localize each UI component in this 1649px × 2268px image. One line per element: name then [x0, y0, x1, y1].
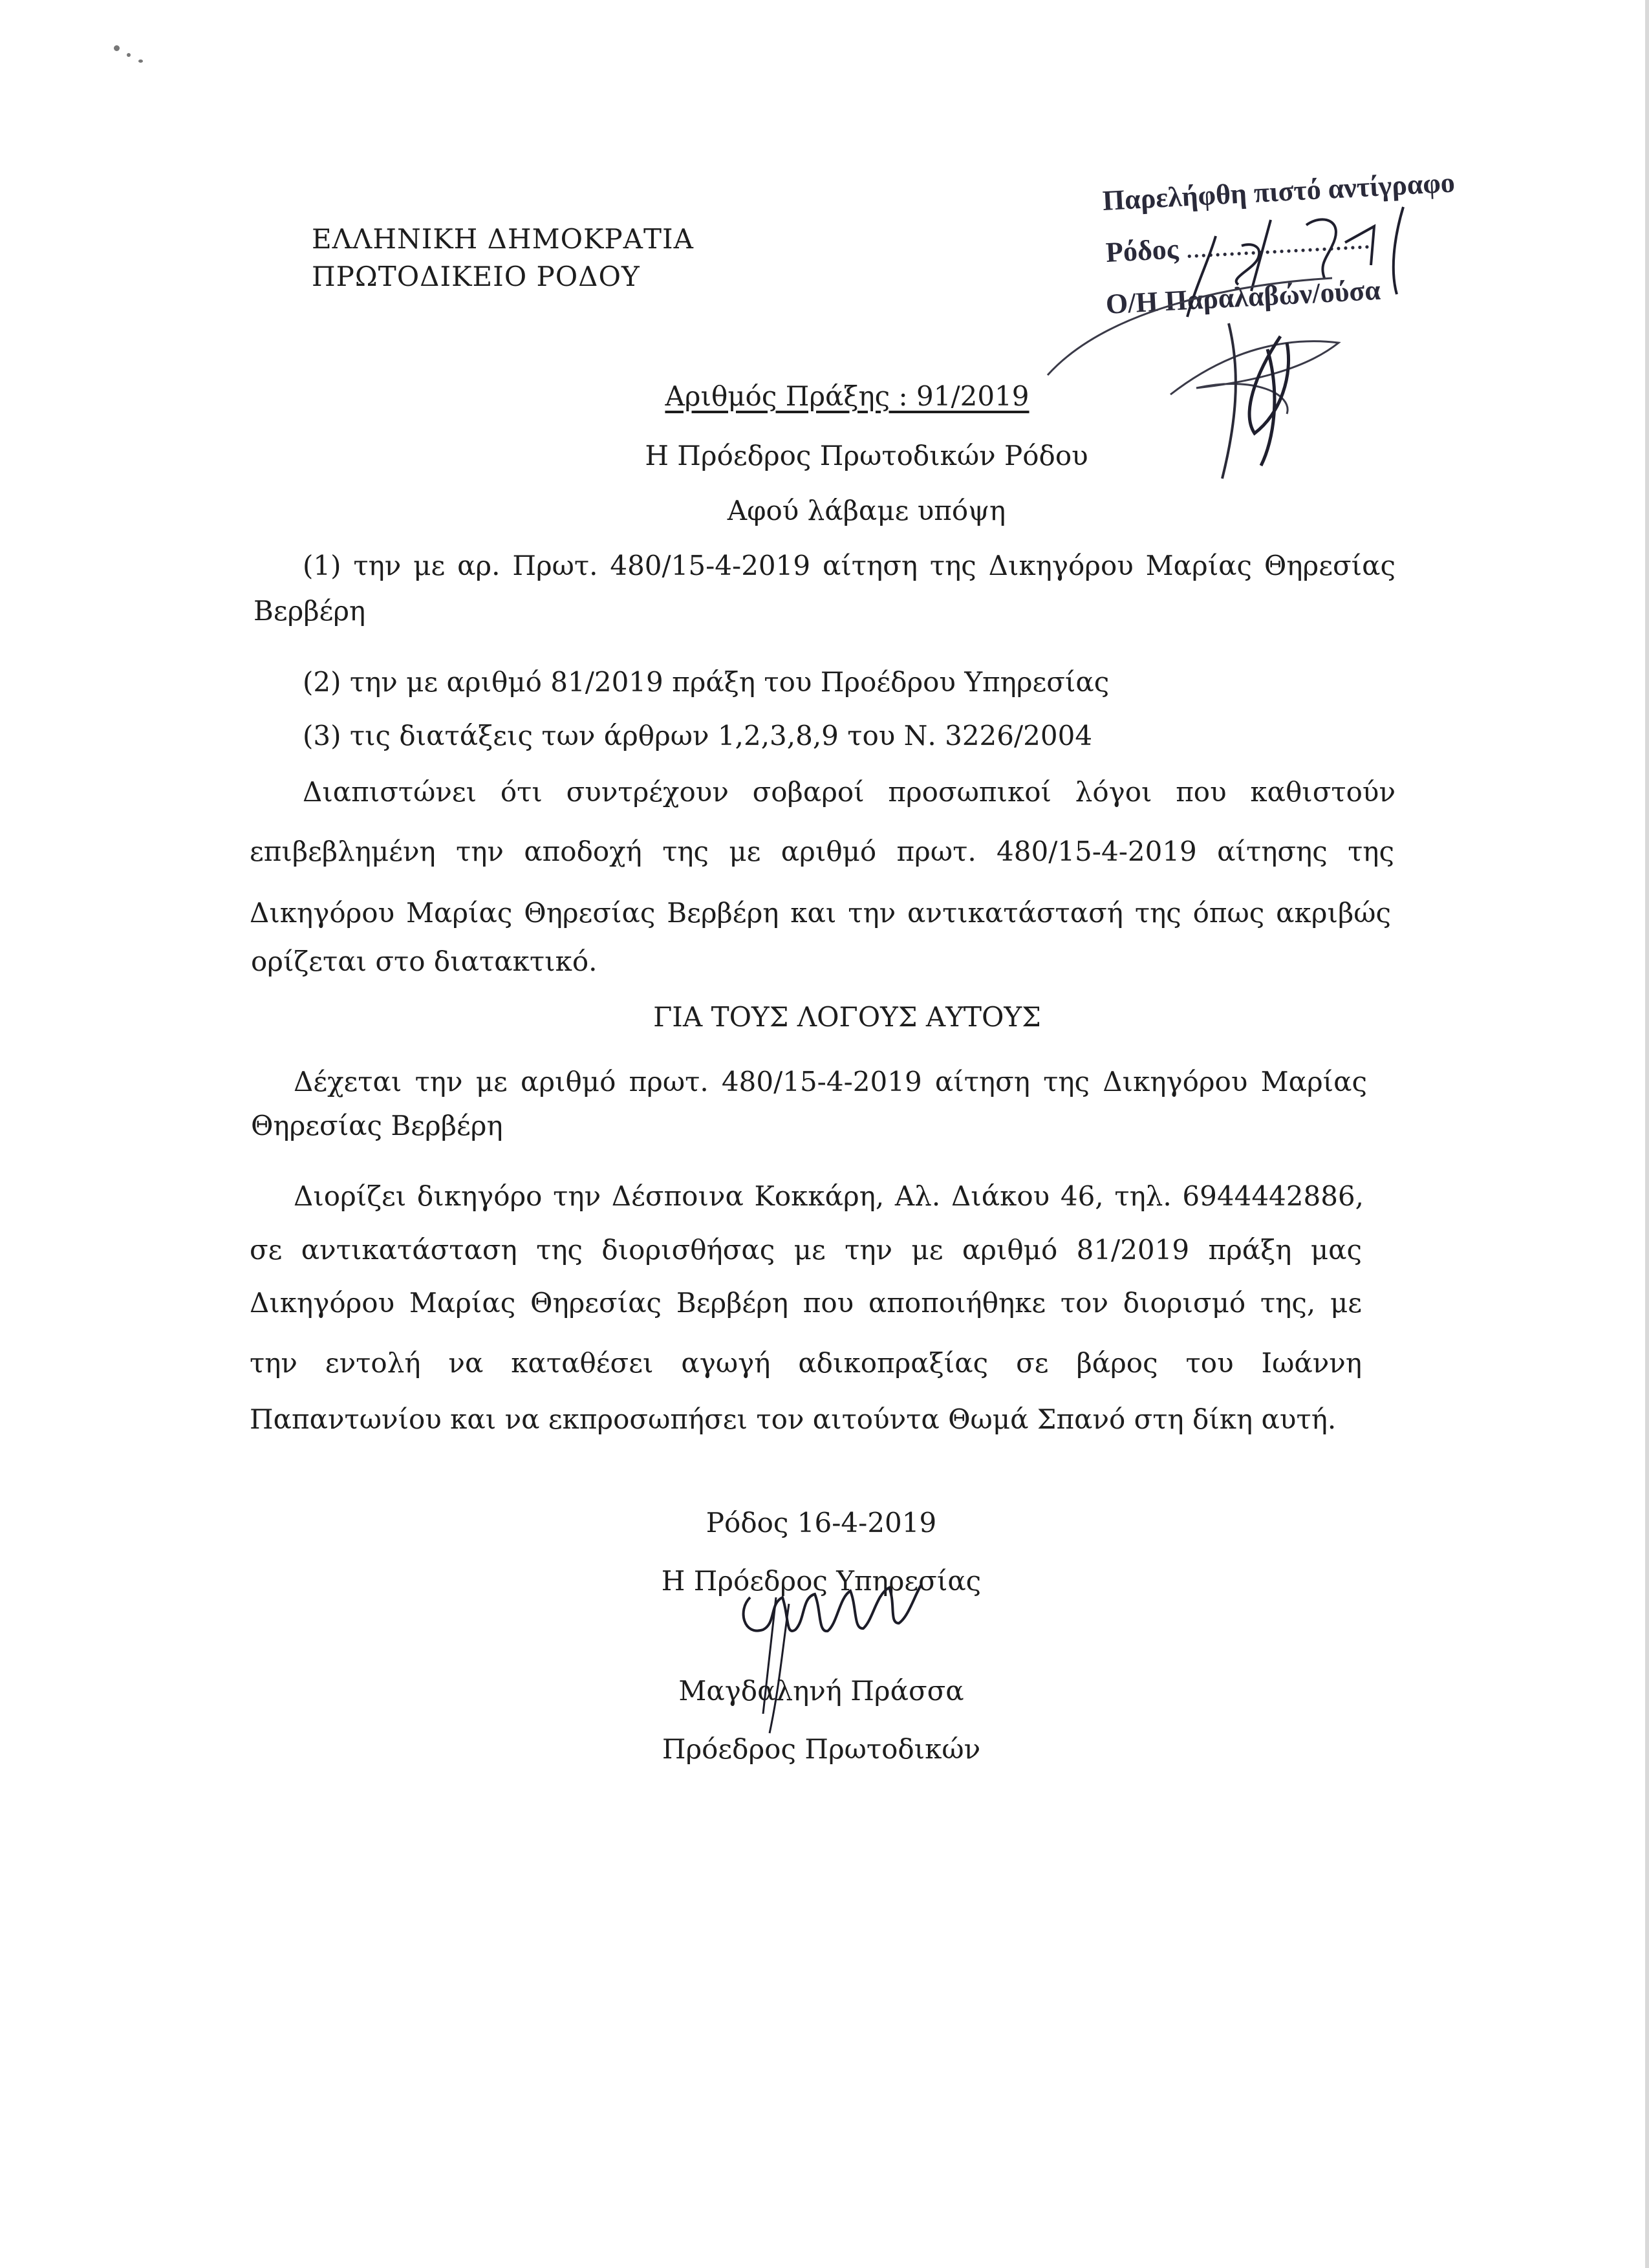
sign-place-date: Ρόδος 16-4-2019 [706, 1507, 937, 1539]
decision-accepts-line2: Θηρεσίας Βερβέρη [251, 1110, 503, 1141]
sign-role: Η Πρόεδρος Υπηρεσίας [661, 1565, 982, 1597]
consideration-1-line1: (1) την με αρ. Πρωτ. 480/15-4-2019 αίτηση της Δικηγόρου Μαρίας Θηρεσίας [303, 550, 1396, 581]
finding-line: ορίζεται στο διατακτικό. [251, 945, 598, 977]
act-considering: Αφού λάβαμε υπόψη [727, 495, 1006, 526]
consideration-1-line2: Βερβέρη [253, 595, 366, 627]
scan-speck [138, 59, 143, 63]
act-authority: Η Πρόεδρος Πρωτοδικών Ρόδου [645, 440, 1088, 471]
stamp-place-date: Ρόδος .......................... [1105, 222, 1372, 268]
finding-line: Διαπιστώνει ότι συντρέχουν σοβαροί προσωπικοί λόγοι που καθιστούν [303, 776, 1396, 808]
appoints-line: σε αντικατάσταση της διορισθήσας με την με αριθμό 81/2019 πράξη μας [250, 1234, 1362, 1266]
appoints-line: Παπαντωνίου και να εκπροσωπήσει τον αιτούντα Θωμά Σπανό στη δίκη αυτή. [250, 1403, 1337, 1435]
scan-speck [114, 45, 120, 51]
header-court: ΠΡΩΤΟΔΙΚΕΙΟ ΡΟΔΟΥ [312, 261, 640, 292]
sign-title: Πρόεδρος Πρωτοδικών [662, 1733, 981, 1765]
header-country: ΕΛΛΗΝΙΚΗ ΔΗΜΟΚΡΑΤΙΑ [312, 223, 694, 255]
reasons-heading: ΓΙΑ ΤΟΥΣ ΛΟΓΟΥΣ ΑΥΤΟΥΣ [653, 1001, 1041, 1033]
finding-line: επιβεβλημένη την αποδοχή της με αριθμό πρωτ. 480/15-4-2019 αίτησης της [250, 836, 1394, 867]
act-number: Αριθμός Πράξης : 91/2019 [665, 380, 1029, 412]
scan-speck [127, 53, 131, 57]
consideration-3: (3) τις διατάξεις των άρθρων 1,2,3,8,9 του Ν. 3226/2004 [303, 720, 1093, 751]
sign-name: Μαγδαληνή Πράσσα [678, 1675, 964, 1707]
stamp-received-copy: Παρελήφθη πιστό αντίγραφο [1101, 166, 1456, 217]
appoints-line: την εντολή να καταθέσει αγωγή αδικοπραξίας σε βάρος του Ιωάννη [250, 1347, 1362, 1379]
finding-line: Δικηγόρου Μαρίας Θηρεσίας Βερβέρη και την αντικατάστασή της όπως ακριβώς [250, 897, 1391, 929]
decision-accepts-line1: Δέχεται την με αριθμό πρωτ. 480/15-4-2019 αίτηση της Δικηγόρου Μαρίας [294, 1066, 1367, 1097]
appoints-line: Δικηγόρου Μαρίας Θηρεσίας Βερβέρη που αποποιήθηκε τον διορισμό της, με [250, 1287, 1362, 1319]
scan-edge [1645, 0, 1649, 2268]
appoints-line: Διορίζει δικηγόρο την Δέσποινα Κοκκάρη, Αλ. Διάκου 46, τηλ. 6944442886, [294, 1180, 1364, 1212]
consideration-2: (2) την με αριθμό 81/2019 πράξη του Προέδρου Υπηρεσίας [303, 666, 1110, 698]
stamp-receiver: Ο/Η Παραλαβών/ούσα [1105, 274, 1381, 320]
